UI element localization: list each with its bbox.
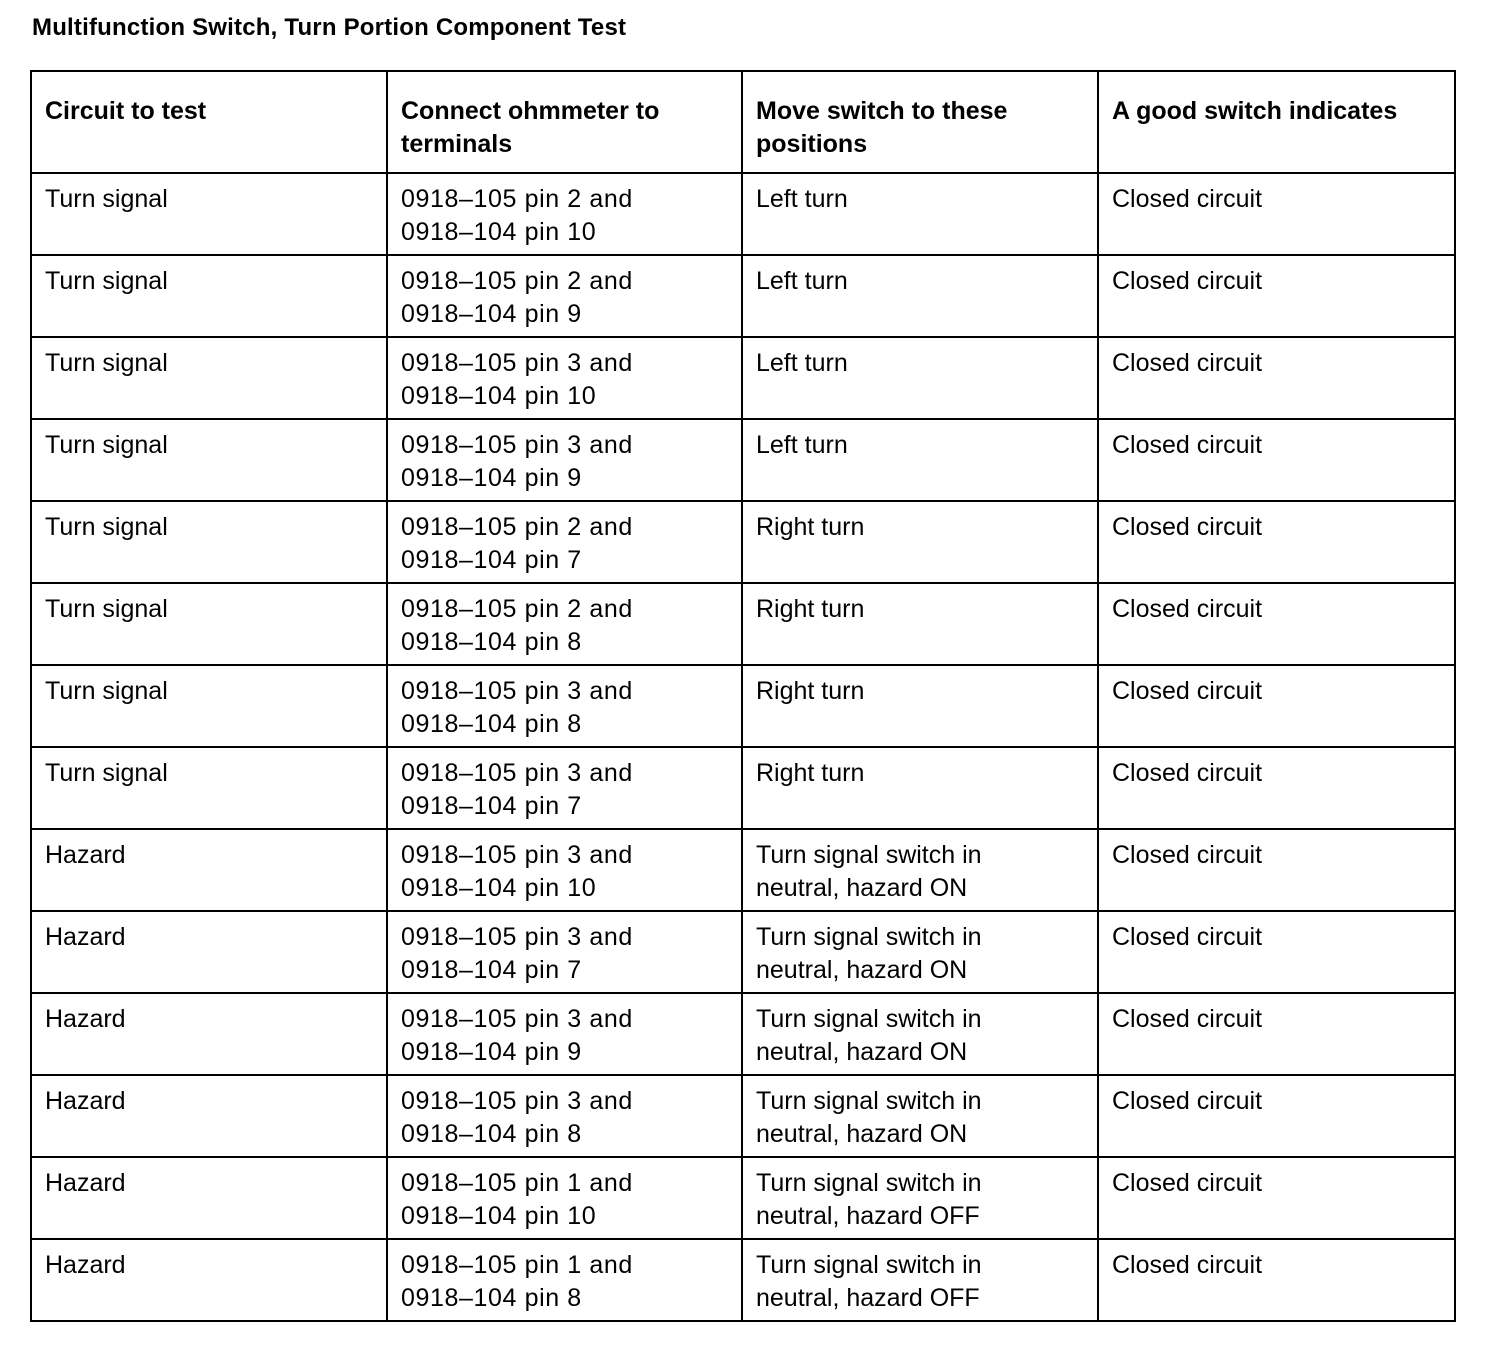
cell-positions <box>742 337 1098 419</box>
position-line-1: Turn signal switch in <box>756 923 982 951</box>
position-line-2: neutral, hazard ON <box>756 1120 968 1148</box>
cell-terminals <box>387 911 742 993</box>
cell-terminals <box>387 665 742 747</box>
position-line-1: Right turn <box>756 759 865 787</box>
position-line-1: Left turn <box>756 185 848 213</box>
cell-positions <box>742 911 1098 993</box>
cell-circuit <box>31 665 387 747</box>
terminal-line-1: 0918–105 pin 3 and <box>401 431 633 459</box>
circuit-text: Turn signal <box>45 431 168 459</box>
cell-result <box>1098 173 1455 255</box>
cell-terminals <box>387 419 742 501</box>
cell-circuit <box>31 1157 387 1239</box>
terminal-line-2: 0918–104 pin 8 <box>401 628 582 656</box>
cell-positions <box>742 419 1098 501</box>
cell-positions <box>742 173 1098 255</box>
circuit-text: Hazard <box>45 1087 126 1115</box>
cell-circuit <box>31 501 387 583</box>
terminal-line-2: 0918–104 pin 10 <box>401 382 597 410</box>
position-line-1: Turn signal switch in <box>756 1005 982 1033</box>
cell-circuit <box>31 255 387 337</box>
terminal-line-2: 0918–104 pin 9 <box>401 1038 582 1066</box>
table-row <box>31 337 1455 419</box>
terminal-line-2: 0918–104 pin 9 <box>401 464 582 492</box>
cell-circuit <box>31 1075 387 1157</box>
position-line-2: neutral, hazard OFF <box>756 1202 980 1230</box>
table-row <box>31 501 1455 583</box>
cell-terminals <box>387 829 742 911</box>
result-text: Closed circuit <box>1112 1251 1263 1279</box>
cell-terminals <box>387 501 742 583</box>
cell-result <box>1098 747 1455 829</box>
cell-circuit <box>31 829 387 911</box>
terminal-line-2: 0918–104 pin 7 <box>401 956 582 984</box>
terminal-line-1: 0918–105 pin 3 and <box>401 349 633 377</box>
table-header <box>31 71 1455 173</box>
cell-positions <box>742 1157 1098 1239</box>
cell-result <box>1098 1239 1455 1321</box>
position-line-1: Right turn <box>756 677 865 705</box>
result-text: Closed circuit <box>1112 1005 1263 1033</box>
result-text: Closed circuit <box>1112 841 1263 869</box>
circuit-text: Turn signal <box>45 677 168 705</box>
circuit-text: Hazard <box>45 841 126 869</box>
terminal-line-1: 0918–105 pin 3 and <box>401 923 633 951</box>
circuit-text: Hazard <box>45 923 126 951</box>
cell-result <box>1098 993 1455 1075</box>
cell-circuit <box>31 583 387 665</box>
header-circuit: Circuit to test <box>31 71 387 173</box>
position-line-2: neutral, hazard ON <box>756 874 968 902</box>
cell-result <box>1098 583 1455 665</box>
cell-circuit <box>31 419 387 501</box>
cell-circuit <box>31 337 387 419</box>
cell-result <box>1098 337 1455 419</box>
terminal-line-2: 0918–104 pin 10 <box>401 218 597 246</box>
header-terminals: Connect ohmmeter to terminals <box>387 71 742 173</box>
cell-result <box>1098 501 1455 583</box>
cell-result <box>1098 255 1455 337</box>
result-text: Closed circuit <box>1112 677 1263 705</box>
cell-terminals <box>387 993 742 1075</box>
position-line-2: neutral, hazard OFF <box>756 1284 980 1312</box>
cell-positions <box>742 993 1098 1075</box>
terminal-line-1: 0918–105 pin 2 and <box>401 595 633 623</box>
result-text: Closed circuit <box>1112 513 1263 541</box>
terminal-line-1: 0918–105 pin 3 and <box>401 841 633 869</box>
result-text: Closed circuit <box>1112 349 1263 377</box>
circuit-text: Turn signal <box>45 513 168 541</box>
table-row <box>31 829 1455 911</box>
position-line-1: Right turn <box>756 595 865 623</box>
result-text: Closed circuit <box>1112 759 1263 787</box>
table-row <box>31 1157 1455 1239</box>
circuit-text: Turn signal <box>45 185 168 213</box>
cell-circuit <box>31 1239 387 1321</box>
cell-result <box>1098 665 1455 747</box>
terminal-line-2: 0918–104 pin 10 <box>401 1202 597 1230</box>
terminal-line-2: 0918–104 pin 8 <box>401 1120 582 1148</box>
cell-terminals <box>387 1075 742 1157</box>
terminal-line-1: 0918–105 pin 2 and <box>401 267 633 295</box>
component-test-table <box>30 70 1456 1322</box>
position-line-2: neutral, hazard ON <box>756 1038 968 1066</box>
cell-terminals <box>387 583 742 665</box>
circuit-text: Turn signal <box>45 759 168 787</box>
table-body <box>31 173 1455 1321</box>
result-text: Closed circuit <box>1112 431 1263 459</box>
cell-circuit <box>31 747 387 829</box>
cell-terminals <box>387 747 742 829</box>
result-text: Closed circuit <box>1112 185 1263 213</box>
result-text: Closed circuit <box>1112 1087 1263 1115</box>
cell-positions <box>742 747 1098 829</box>
cell-positions <box>742 829 1098 911</box>
terminal-line-2: 0918–104 pin 8 <box>401 710 582 738</box>
cell-result <box>1098 1157 1455 1239</box>
terminal-line-1: 0918–105 pin 1 and <box>401 1251 633 1279</box>
header-positions: Move switch to these positions <box>742 71 1098 173</box>
cell-terminals <box>387 1157 742 1239</box>
terminal-line-1: 0918–105 pin 1 and <box>401 1169 633 1197</box>
table-row <box>31 583 1455 665</box>
cell-positions <box>742 1239 1098 1321</box>
position-line-1: Left turn <box>756 431 848 459</box>
terminal-line-2: 0918–104 pin 8 <box>401 1284 582 1312</box>
cell-positions <box>742 255 1098 337</box>
header-row <box>31 71 1455 173</box>
cell-positions <box>742 1075 1098 1157</box>
position-line-2: neutral, hazard ON <box>756 956 968 984</box>
terminal-line-2: 0918–104 pin 10 <box>401 874 597 902</box>
cell-terminals <box>387 1239 742 1321</box>
result-text: Closed circuit <box>1112 923 1263 951</box>
result-text: Closed circuit <box>1112 1169 1263 1197</box>
circuit-text: Turn signal <box>45 349 168 377</box>
circuit-text: Turn signal <box>45 267 168 295</box>
cell-terminals <box>387 337 742 419</box>
circuit-text: Hazard <box>45 1169 126 1197</box>
terminal-line-1: 0918–105 pin 3 and <box>401 759 633 787</box>
table-row <box>31 747 1455 829</box>
table-row <box>31 911 1455 993</box>
terminal-line-1: 0918–105 pin 3 and <box>401 1087 633 1115</box>
page-title: Multifunction Switch, Turn Portion Component Test <box>32 14 627 41</box>
cell-terminals <box>387 255 742 337</box>
terminal-line-2: 0918–104 pin 7 <box>401 546 582 574</box>
cell-circuit <box>31 173 387 255</box>
cell-result <box>1098 1075 1455 1157</box>
circuit-text: Hazard <box>45 1251 126 1279</box>
table-row <box>31 1239 1455 1321</box>
cell-result <box>1098 911 1455 993</box>
result-text: Closed circuit <box>1112 595 1263 623</box>
circuit-text: Hazard <box>45 1005 126 1033</box>
circuit-text: Turn signal <box>45 595 168 623</box>
terminal-line-1: 0918–105 pin 3 and <box>401 677 633 705</box>
position-line-1: Turn signal switch in <box>756 1087 982 1115</box>
cell-positions <box>742 501 1098 583</box>
cell-result <box>1098 419 1455 501</box>
position-line-1: Turn signal switch in <box>756 1169 982 1197</box>
position-line-1: Turn signal switch in <box>756 841 982 869</box>
cell-circuit <box>31 993 387 1075</box>
table-row <box>31 173 1455 255</box>
table-row <box>31 255 1455 337</box>
cell-positions <box>742 665 1098 747</box>
cell-positions <box>742 583 1098 665</box>
cell-terminals <box>387 173 742 255</box>
table-row <box>31 1075 1455 1157</box>
table-row <box>31 665 1455 747</box>
position-line-1: Turn signal switch in <box>756 1251 982 1279</box>
position-line-1: Right turn <box>756 513 865 541</box>
position-line-1: Left turn <box>756 267 848 295</box>
terminal-line-2: 0918–104 pin 9 <box>401 300 582 328</box>
position-line-1: Left turn <box>756 349 848 377</box>
cell-result <box>1098 829 1455 911</box>
terminal-line-2: 0918–104 pin 7 <box>401 792 582 820</box>
terminal-line-1: 0918–105 pin 2 and <box>401 185 633 213</box>
table-row <box>31 993 1455 1075</box>
cell-circuit <box>31 911 387 993</box>
header-result: A good switch indicates <box>1098 71 1455 173</box>
terminal-line-1: 0918–105 pin 3 and <box>401 1005 633 1033</box>
result-text: Closed circuit <box>1112 267 1263 295</box>
table-row <box>31 419 1455 501</box>
terminal-line-1: 0918–105 pin 2 and <box>401 513 633 541</box>
